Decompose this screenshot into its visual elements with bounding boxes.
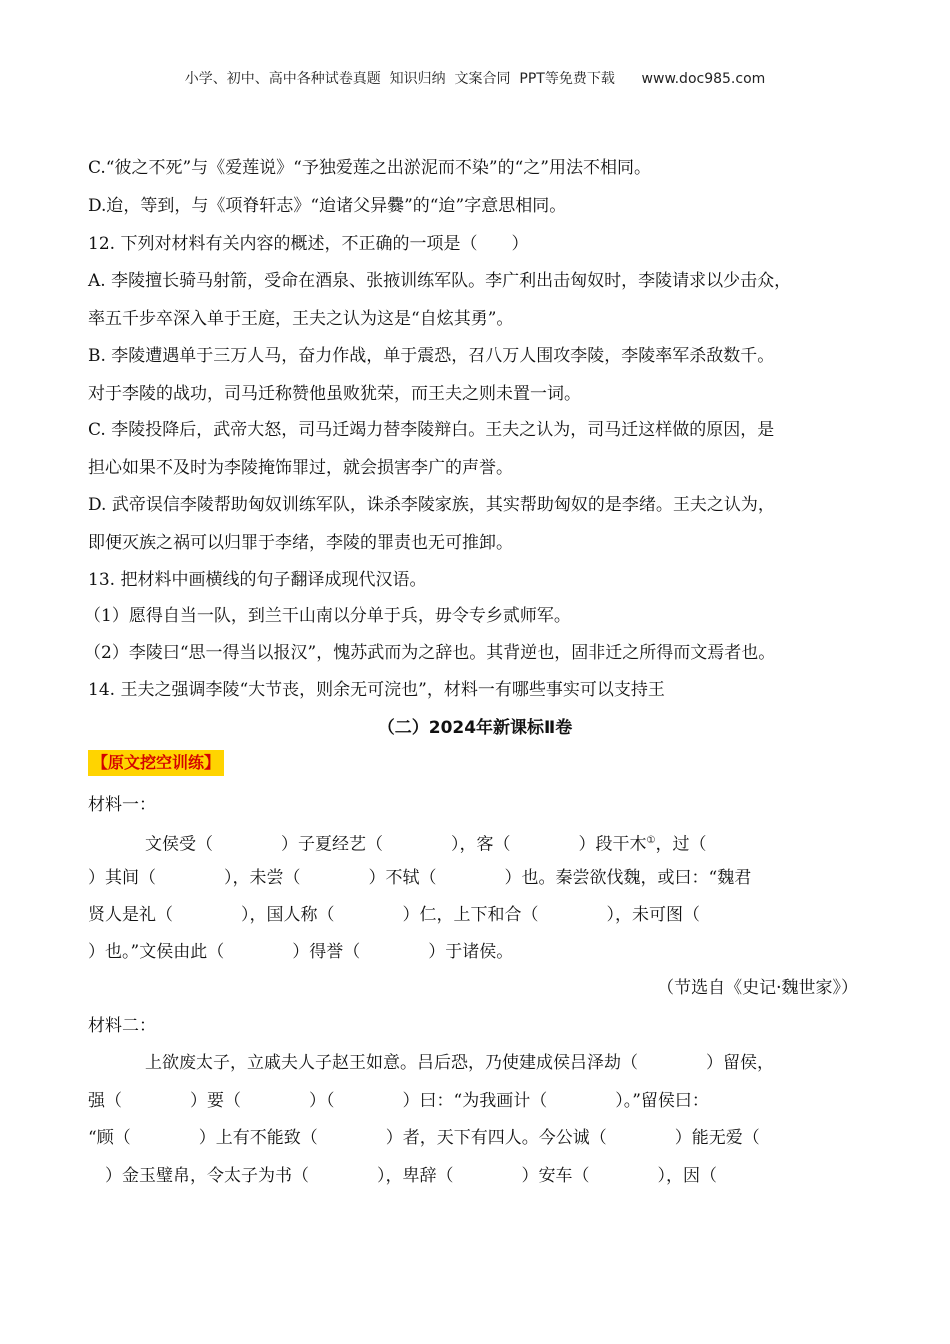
q13-sentence-2: （2）李陵曰“思一得当以报汉”，愧苏武而为之辞也。其背逆也，固非迁之所得而文焉者也。 [84, 643, 776, 663]
material-1-line1 [145, 829, 890, 857]
material-2-line3: “顾（ ）上有不能致（ ）者，天下有四人。今公诚（ ）能无爱（ [88, 1128, 760, 1148]
q12-option-a-line2: 率五千步卒深入单于王庭，王夫之认为这是“自炫其勇”。 [88, 309, 514, 329]
material-1-line3: 贤人是礼（ ），国人称（ ）仁，上下和合（ ），未可图（ [88, 905, 700, 925]
q12-option-c-line2: 担心如果不及时为李陵掩饰罪过，就会损害李广的声誉。 [88, 458, 513, 478]
material-1-line1-text: 文侯受（ ）子夏经艺（ ），客（ ）段干木 [145, 834, 647, 855]
q12-option-a-line1: A. 李陵擅长骑马射箭，受命在酒泉、张掖训练军队。李广利出击匈奴时，李陵请求以少击众， [88, 271, 792, 291]
question-14: 14. 王夫之强调李陵“大节丧，则余无可浣也”，材料一有哪些事实可以支持王 [88, 680, 665, 700]
material-2-label: 材料二： [88, 1016, 156, 1036]
question-13: 13. 把材料中画横线的句子翻译成现代汉语。 [88, 570, 427, 590]
material-1-source: （节选自《史记·魏世家》） [657, 978, 858, 998]
option-d-line: D.迨，等到，与《项脊轩志》“迨诸父异爨”的“迨”字意思相同。 [88, 196, 567, 216]
question-12: 12. 下列对材料有关内容的概述，不正确的一项是（ ） [88, 234, 529, 254]
material-2-line2: 强（ ）要（ ）（ ）曰：“为我画计（ ）。”留侯曰： [88, 1091, 709, 1111]
material-1-label: 材料一： [88, 795, 156, 815]
material-1-line1-tail: ，过（ [655, 834, 707, 855]
q12-option-c-line1: C. 李陵投降后，武帝大怒，司马迁竭力替李陵辩白。王夫之认为，司马迁这样做的原因，是 [88, 420, 775, 440]
material-1-line4: ）也。”文侯由此（ ）得誉（ ）于诸侯。 [88, 942, 514, 962]
q12-option-b-line1: B. 李陵遭遇单于三万人马，奋力作战，单于震恐，召八万人围攻李陵，李陵率军杀敌数千。 [88, 346, 775, 366]
option-c-line: C.“彼之不死”与《爱莲说》“予独爱莲之出淤泥而不染”的“之”用法不相同。 [88, 158, 651, 178]
footnote-marker: ① [646, 835, 656, 846]
material-2-line1: 上欲废太子，立戚夫人子赵王如意。吕后恐，乃使建成侯吕泽劫（ ）留侯， [145, 1053, 774, 1073]
q12-option-d-line2: 即便灭族之祸可以归罪于李绪，李陵的罪责也无可推卸。 [88, 533, 513, 553]
q12-option-b-line2: 对于李陵的战功，司马迁称赞他虽败犹荣，而王夫之则未置一词。 [88, 384, 581, 404]
training-badge: 【原文挖空训练】 [88, 750, 224, 776]
section-title: （二）2024年新课标Ⅱ卷 [377, 718, 573, 738]
q13-sentence-1: （1）愿得自当一队，到兰干山南以分单于兵，毋令专乡贰师军。 [84, 606, 571, 626]
page-header: 小学、初中、高中各种试卷真题 知识归纳 文案合同 PPT等免费下载 www.doc985.com [184, 71, 766, 87]
material-2-line4: ）金玉璧帛，令太子为书（ ），卑辞（ ）安车（ ），因（ [88, 1166, 717, 1186]
material-1-line2: ）其间（ ），未尝（ ）不轼（ ）也。秦尝欲伐魏，或曰：“魏君 [88, 868, 752, 888]
q12-option-d-line1: D. 武帝误信李陵帮助匈奴训练军队，诛杀李陵家族，其实帮助匈奴的是李绪。王夫之认为， [88, 495, 775, 515]
